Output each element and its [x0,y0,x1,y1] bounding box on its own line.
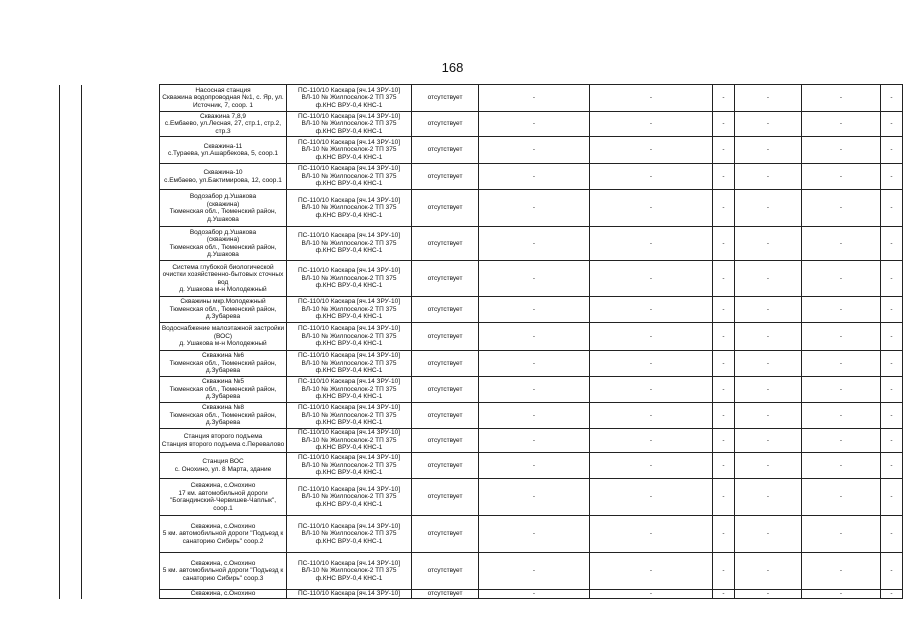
value-cell: - [735,516,802,553]
value-cell: - [735,429,802,453]
table-row [60,479,903,516]
value-cell: - [802,403,881,429]
value-cell: - [735,297,802,323]
object-name-cell: Скважины мкр.Молодежный Тюменская обл., Тюменский район, д.Зубарева [160,297,287,323]
power-source-cell: ПС-110/10 Каскара [яч.14 ЗРУ-10] ВЛ-10 № Жилпоселок-2 ТП 375 ф.КНС ВРУ-0,4 КНС-1 [287,137,412,164]
row-group-cell [82,227,160,261]
row-number-cell [60,297,82,323]
value-cell: - [713,377,735,403]
object-name-cell: Скважина, с.Онохино [160,590,287,599]
status-cell: отсутствует [412,590,479,599]
value-cell: - [590,516,713,553]
value-cell: - [881,479,903,516]
object-name-cell: Скважина 7,8,9 с.Ембаево, ул.Лесная, 27, стр.1, стр.2, стр.3 [160,112,287,137]
value-cell: - [881,403,903,429]
value-cell: - [735,323,802,351]
value-cell: - [590,429,713,453]
row-group-cell [82,164,160,190]
table-row [60,137,903,164]
row-number-cell [60,261,82,297]
value-cell: - [590,479,713,516]
table-row [60,403,903,429]
status-cell: отсутствует [412,112,479,137]
object-name-cell: Станция второго подъема Станция второго подъема с.Перевалово [160,429,287,453]
table-row [60,190,903,227]
status-cell: отсутствует [412,453,479,479]
value-cell: - [590,453,713,479]
value-cell: - [590,323,713,351]
object-name-cell: Водозабор д.Ушакова (скважина) Тюменская обл., Тюменский район, д.Ушакова [160,227,287,261]
status-cell: отсутствует [412,403,479,429]
value-cell: - [713,351,735,377]
value-cell: - [881,164,903,190]
value-cell: - [802,137,881,164]
value-cell: - [479,453,590,479]
value-cell: - [802,377,881,403]
value-cell: - [713,112,735,137]
row-number-cell [60,453,82,479]
row-group-cell [82,190,160,227]
value-cell: - [479,112,590,137]
row-group-cell [82,429,160,453]
value-cell: - [479,297,590,323]
row-number-cell [60,377,82,403]
status-cell: отсутствует [412,323,479,351]
object-name-cell: Скважина, с.Онохино 5 км. автомобильной дороги "Подъезд к санаторию Сибирь" соор.2 [160,516,287,553]
value-cell: - [479,403,590,429]
value-cell: - [590,137,713,164]
value-cell: - [802,112,881,137]
value-cell: - [479,377,590,403]
object-name-cell: Скважина-11 с.Тураева, ул.Ашарбекова, 5, соор.1 [160,137,287,164]
power-source-cell: ПС-110/10 Каскара [яч.14 ЗРУ-10] ВЛ-10 № Жилпоселок-2 ТП 375 ф.КНС ВРУ-0,4 КНС-1 [287,429,412,453]
value-cell: - [881,429,903,453]
object-name-cell: Скважина №6 Тюменская обл., Тюменский район, д.Зубарева [160,351,287,377]
value-cell: - [881,137,903,164]
row-group-cell [82,297,160,323]
status-cell: отсутствует [412,190,479,227]
status-cell: отсутствует [412,516,479,553]
value-cell: - [713,85,735,112]
value-cell: - [802,164,881,190]
row-group-cell [82,377,160,403]
table-row [60,553,903,590]
value-cell: - [713,261,735,297]
value-cell: - [713,429,735,453]
object-name-cell: Скважина-10 с.Ембаево, ул.Бактимирова, 12, соор.1 [160,164,287,190]
value-cell: - [479,429,590,453]
power-source-cell: ПС-110/10 Каскара [яч.14 ЗРУ-10] ВЛ-10 № Жилпоселок-2 ТП 375 ф.КНС ВРУ-0,4 КНС-1 [287,297,412,323]
row-group-cell [82,351,160,377]
value-cell: - [735,479,802,516]
value-cell: - [735,112,802,137]
value-cell: - [802,323,881,351]
row-group-cell [82,553,160,590]
value-cell: - [713,553,735,590]
value-cell: - [802,590,881,599]
value-cell: - [802,479,881,516]
value-cell: - [735,261,802,297]
value-cell: - [881,85,903,112]
object-name-cell: Насосная станция Скважина водопроводная №1, с. Яр, ул. Источник, 7, соор. 1 [160,85,287,112]
status-cell: отсутствует [412,227,479,261]
value-cell: - [713,403,735,429]
value-cell: - [590,227,713,261]
row-group-cell [82,403,160,429]
value-cell: - [479,516,590,553]
table-row [60,516,903,553]
value-cell: - [735,164,802,190]
row-number-cell [60,164,82,190]
row-number-cell [60,227,82,261]
value-cell: - [590,261,713,297]
row-group-cell [82,590,160,599]
value-cell: - [713,190,735,227]
power-source-cell: ПС-110/10 Каскара [яч.14 ЗРУ-10] ВЛ-10 № Жилпоселок-2 ТП 375 ф.КНС ВРУ-0,4 КНС-1 [287,351,412,377]
power-supply-table [59,84,903,599]
power-source-cell: ПС-110/10 Каскара [яч.14 ЗРУ-10] ВЛ-10 № Жилпоселок-2 ТП 375 ф.КНС ВРУ-0,4 КНС-1 [287,377,412,403]
status-cell: отсутствует [412,479,479,516]
value-cell: - [713,453,735,479]
value-cell: - [881,261,903,297]
value-cell: - [479,323,590,351]
value-cell: - [802,85,881,112]
row-group-cell [82,137,160,164]
status-cell: отсутствует [412,137,479,164]
row-number-cell [60,553,82,590]
power-source-cell: ПС-110/10 Каскара [яч.14 ЗРУ-10] ВЛ-10 № Жилпоселок-2 ТП 375 ф.КНС ВРУ-0,4 КНС-1 [287,261,412,297]
value-cell: - [713,297,735,323]
value-cell: - [802,351,881,377]
row-group-cell [82,323,160,351]
value-cell: - [735,553,802,590]
table-row [60,112,903,137]
value-cell: - [713,516,735,553]
value-cell: - [881,590,903,599]
value-cell: - [713,590,735,599]
value-cell: - [590,403,713,429]
value-cell: - [881,453,903,479]
row-group-cell [82,479,160,516]
power-source-cell: ПС-110/10 Каскара [яч.14 ЗРУ-10] ВЛ-10 № Жилпоселок-2 ТП 375 ф.КНС ВРУ-0,4 КНС-1 [287,516,412,553]
object-name-cell: Скважина №8 Тюменская обл., Тюменский район, д.Зубарева [160,403,287,429]
value-cell: - [479,227,590,261]
value-cell: - [735,590,802,599]
row-group-cell [82,85,160,112]
object-name-cell: Система глубокой биологической очистки хозяйственно-бытовых сточных вод д. Ушакова м-н Молодежный [160,261,287,297]
value-cell: - [881,112,903,137]
table-row [60,453,903,479]
row-number-cell [60,516,82,553]
power-source-cell: ПС-110/10 Каскара [яч.14 ЗРУ-10] ВЛ-10 № Жилпоселок-2 ТП 375 ф.КНС ВРУ-0,4 КНС-1 [287,479,412,516]
value-cell: - [802,261,881,297]
table-row [60,351,903,377]
value-cell: - [881,323,903,351]
table-row [60,164,903,190]
row-number-cell [60,323,82,351]
object-name-cell: Водоснабжение малоэтажной застройки (ВОС) д. Ушакова м-н Молодежный [160,323,287,351]
value-cell: - [479,85,590,112]
value-cell: - [881,227,903,261]
row-number-cell [60,429,82,453]
value-cell: - [479,261,590,297]
value-cell: - [881,377,903,403]
value-cell: - [590,377,713,403]
object-name-cell: Станция ВОС с. Онохино, ул. 8 Марта, здание [160,453,287,479]
table-row [60,590,903,599]
value-cell: - [713,137,735,164]
value-cell: - [590,553,713,590]
value-cell: - [479,164,590,190]
value-cell: - [479,351,590,377]
table-row [60,377,903,403]
value-cell: - [881,553,903,590]
value-cell: - [479,190,590,227]
power-source-cell: ПС-110/10 Каскара [яч.14 ЗРУ-10] ВЛ-10 № Жилпоселок-2 ТП 375 ф.КНС ВРУ-0,4 КНС-1 [287,553,412,590]
power-source-cell: ПС-110/10 Каскара [яч.14 ЗРУ-10] ВЛ-10 № Жилпоселок-2 ТП 375 ф.КНС ВРУ-0,4 КНС-1 [287,323,412,351]
value-cell: - [802,227,881,261]
table-body [60,85,903,599]
power-source-cell: ПС-110/10 Каскара [яч.14 ЗРУ-10] ВЛ-10 № Жилпоселок-2 ТП 375 ф.КНС ВРУ-0,4 КНС-1 [287,403,412,429]
status-cell: отсутствует [412,297,479,323]
power-source-cell: ПС-110/10 Каскара [яч.14 ЗРУ-10] ВЛ-10 № Жилпоселок-2 ТП 375 ф.КНС ВРУ-0,4 КНС-1 [287,227,412,261]
table-row [60,323,903,351]
row-number-cell [60,351,82,377]
row-group-cell [82,112,160,137]
row-number-cell [60,190,82,227]
value-cell: - [479,590,590,599]
value-cell: - [590,164,713,190]
row-group-cell [82,261,160,297]
status-cell: отсутствует [412,351,479,377]
value-cell: - [735,85,802,112]
table-row [60,85,903,112]
object-name-cell: Скважина №5 Тюменская обл., Тюменский район, д.Зубарева [160,377,287,403]
value-cell: - [735,453,802,479]
value-cell: - [802,553,881,590]
table-row [60,297,903,323]
row-number-cell [60,403,82,429]
value-cell: - [802,516,881,553]
status-cell: отсутствует [412,429,479,453]
value-cell: - [881,351,903,377]
object-name-cell: Скважина, с.Онохино 5 км. автомобильной дороги "Подъезд к санаторию Сибирь" соор.3 [160,553,287,590]
power-source-cell: ПС-110/10 Каскара [яч.14 ЗРУ-10] ВЛ-10 № Жилпоселок-2 ТП 375 ф.КНС ВРУ-0,4 КНС-1 [287,164,412,190]
value-cell: - [590,85,713,112]
value-cell: - [881,516,903,553]
power-source-cell: ПС-110/10 Каскара [яч.14 ЗРУ-10] ВЛ-10 № Жилпоселок-2 ТП 375 ф.КНС ВРУ-0,4 КНС-1 [287,190,412,227]
value-cell: - [590,297,713,323]
row-number-cell [60,112,82,137]
value-cell: - [735,377,802,403]
status-cell: отсутствует [412,553,479,590]
value-cell: - [735,137,802,164]
table-row [60,261,903,297]
value-cell: - [479,553,590,590]
status-cell: отсутствует [412,164,479,190]
power-source-cell: ПС-110/10 Каскара [яч.14 ЗРУ-10] [287,590,412,599]
row-number-cell [60,479,82,516]
value-cell: - [735,227,802,261]
row-number-cell [60,590,82,599]
power-source-cell: ПС-110/10 Каскара [яч.14 ЗРУ-10] ВЛ-10 № Жилпоселок-2 ТП 375 ф.КНС ВРУ-0,4 КНС-1 [287,85,412,112]
value-cell: - [735,351,802,377]
table-row [60,429,903,453]
object-name-cell: Водозабор д.Ушакова (скважина) Тюменская обл., Тюменский район, д.Ушакова [160,190,287,227]
row-number-cell [60,137,82,164]
row-number-cell [60,85,82,112]
value-cell: - [881,190,903,227]
value-cell: - [590,112,713,137]
value-cell: - [713,164,735,190]
value-cell: - [881,297,903,323]
value-cell: - [590,590,713,599]
value-cell: - [713,323,735,351]
value-cell: - [802,190,881,227]
status-cell: отсутствует [412,85,479,112]
table-row [60,227,903,261]
value-cell: - [713,227,735,261]
value-cell: - [735,190,802,227]
value-cell: - [479,479,590,516]
row-group-cell [82,453,160,479]
value-cell: - [802,429,881,453]
row-group-cell [82,516,160,553]
value-cell: - [802,297,881,323]
value-cell: - [590,351,713,377]
status-cell: отсутствует [412,261,479,297]
page-number: 168 [441,60,464,75]
value-cell: - [713,479,735,516]
value-cell: - [735,403,802,429]
value-cell: - [479,137,590,164]
value-cell: - [590,190,713,227]
power-source-cell: ПС-110/10 Каскара [яч.14 ЗРУ-10] ВЛ-10 № Жилпоселок-2 ТП 375 ф.КНС ВРУ-0,4 КНС-1 [287,453,412,479]
status-cell: отсутствует [412,377,479,403]
power-source-cell: ПС-110/10 Каскара [яч.14 ЗРУ-10] ВЛ-10 № Жилпоселок-2 ТП 375 ф.КНС ВРУ-0,4 КНС-1 [287,112,412,137]
object-name-cell: Скважина, с.Онохино 17 км. автомобильной дороги "Богандинский-Червишев-Чаплык", соор.1 [160,479,287,516]
value-cell: - [802,453,881,479]
